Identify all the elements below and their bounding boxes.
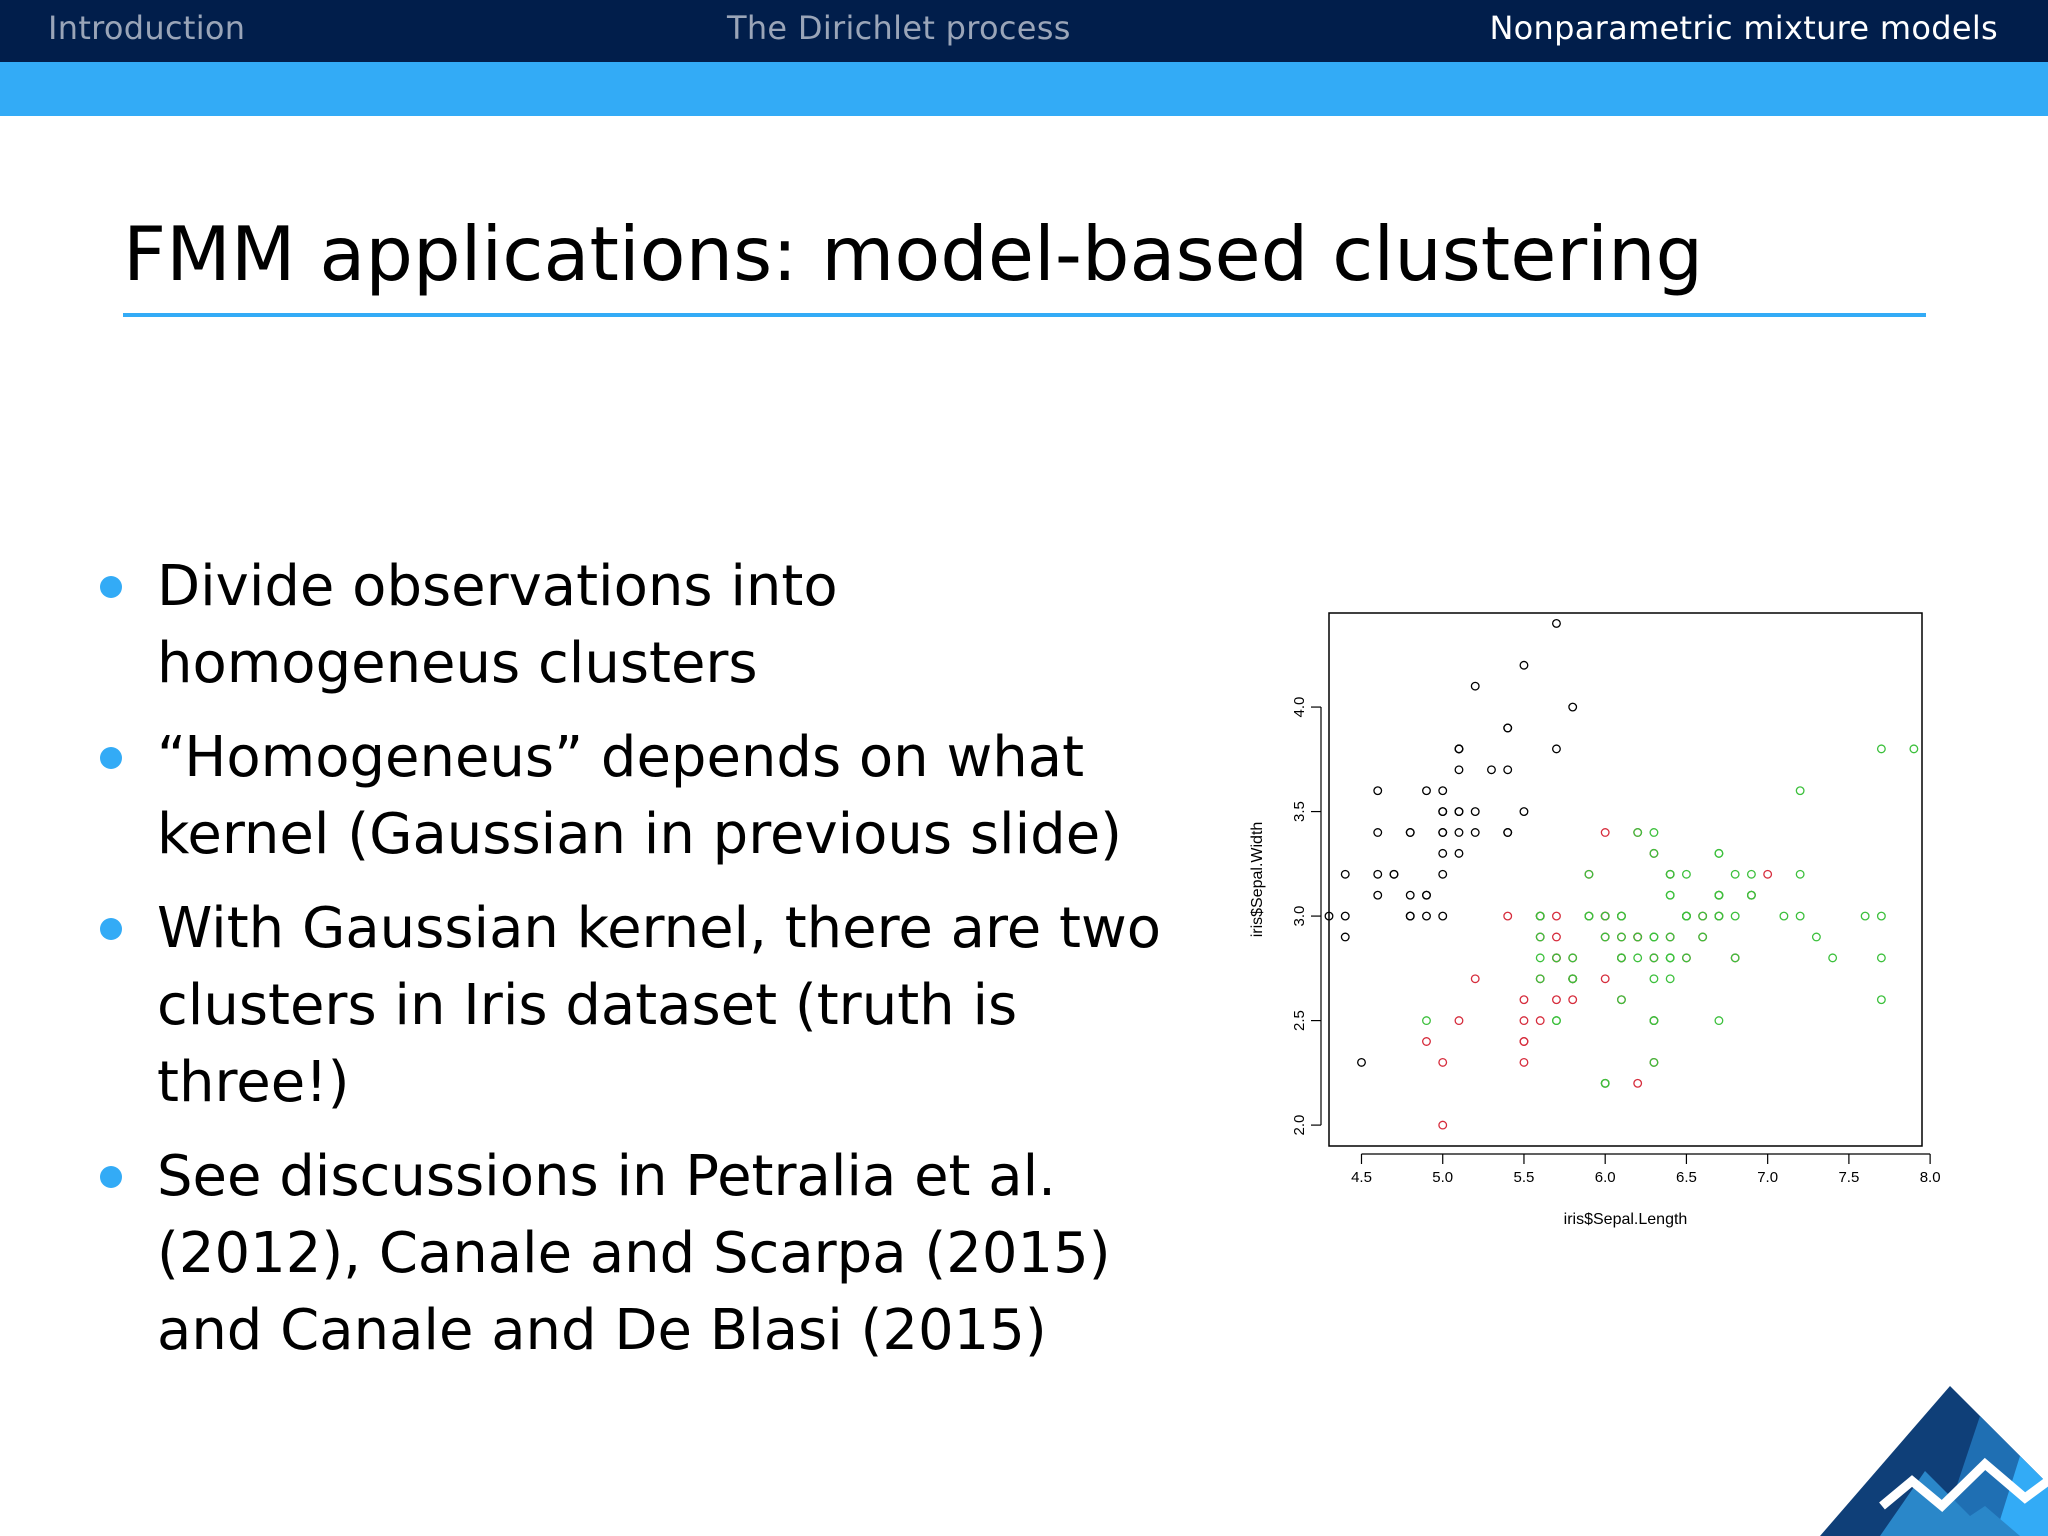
scatter-point	[1439, 850, 1447, 858]
y-axis	[1291, 697, 1321, 1136]
scatter-point	[1520, 661, 1528, 669]
y-tick-label: 3.0	[1291, 905, 1308, 927]
scatter-point	[1553, 912, 1561, 920]
iris-scatter-plot	[1240, 590, 1941, 1240]
bullet-dot-icon	[100, 747, 122, 769]
scatter-point	[1439, 912, 1447, 920]
scatter-point	[1504, 912, 1512, 920]
scatter-point	[1601, 829, 1609, 837]
scatter-point	[1715, 912, 1723, 920]
x-tick-label: 7.5	[1838, 1169, 1860, 1186]
scatter-point	[1666, 891, 1674, 899]
scatter-point	[1553, 745, 1561, 753]
scatter-point	[1439, 829, 1447, 837]
scatter-point	[1748, 891, 1756, 899]
scatter-point	[1374, 787, 1382, 795]
scatter-point	[1878, 912, 1886, 920]
scatter-point	[1666, 954, 1674, 962]
scatter-point	[1455, 829, 1463, 837]
scatter-point	[1699, 912, 1707, 920]
scatter-point	[1423, 1038, 1431, 1046]
scatter-point	[1829, 954, 1837, 962]
scatter-point	[1683, 870, 1691, 878]
scatter-point	[1406, 829, 1414, 837]
y-tick-label: 4.0	[1291, 696, 1308, 718]
scatter-point	[1553, 954, 1561, 962]
data-points	[1325, 620, 1917, 1129]
scatter-point	[1455, 745, 1463, 753]
scatter-point	[1520, 1017, 1528, 1025]
scatter-point	[1536, 975, 1544, 983]
scatter-point	[1569, 996, 1577, 1004]
scatter-point	[1813, 933, 1821, 941]
scatter-point	[1650, 1017, 1658, 1025]
scatter-point	[1471, 975, 1479, 983]
scatter-point	[1569, 703, 1577, 711]
scatter-point	[1358, 1059, 1366, 1067]
scatter-point	[1910, 745, 1918, 753]
scatter-point	[1618, 954, 1626, 962]
scatter-point	[1650, 1059, 1658, 1067]
scatter-point	[1374, 829, 1382, 837]
scatter-point	[1878, 954, 1886, 962]
scatter-point	[1731, 912, 1739, 920]
scatter-point	[1569, 954, 1577, 962]
scatter-point	[1471, 682, 1479, 690]
scatter-point	[1666, 870, 1674, 878]
scatter-point	[1634, 829, 1642, 837]
scatter-point	[1731, 954, 1739, 962]
scatter-point	[1553, 996, 1561, 1004]
slide-title: FMM applications: model-based clustering	[123, 210, 1704, 298]
scatter-point	[1520, 1038, 1528, 1046]
scatter-point	[1666, 933, 1674, 941]
scatter-point	[1666, 975, 1674, 983]
x-tick-label: 6.5	[1675, 1169, 1697, 1186]
scatter-point	[1439, 1121, 1447, 1129]
scatter-point	[1715, 891, 1723, 899]
top-navigation-bar	[0, 0, 2048, 62]
scatter-point	[1439, 1059, 1447, 1067]
scatter-point	[1585, 870, 1593, 878]
scatter-point	[1553, 1017, 1561, 1025]
scatter-point	[1520, 1059, 1528, 1067]
scatter-point	[1423, 912, 1431, 920]
scatter-point	[1618, 933, 1626, 941]
scatter-point	[1699, 933, 1707, 941]
scatter-point	[1731, 870, 1739, 878]
scatter-point	[1748, 870, 1756, 878]
mountain-logo-icon	[1820, 1386, 2048, 1536]
bullet-item	[95, 719, 1175, 873]
scatter-point	[1374, 870, 1382, 878]
scatter-point	[1569, 975, 1577, 983]
scatter-point	[1471, 829, 1479, 837]
scatter-point	[1536, 1017, 1544, 1025]
scatter-point	[1618, 996, 1626, 1004]
bullet-text: See discussions in Petralia et al. (2012), Canale and Scarpa (2015) and Canale and De Blasi (2015)	[157, 1144, 1111, 1363]
scatter-point	[1455, 808, 1463, 816]
scatter-point	[1406, 891, 1414, 899]
x-tick-label: 5.0	[1432, 1169, 1454, 1186]
scatter-point	[1504, 724, 1512, 732]
scatter-point	[1423, 891, 1431, 899]
x-axis-label: iris$Sepal.Length	[1563, 1211, 1688, 1228]
scatter-point	[1601, 1079, 1609, 1087]
scatter-point	[1796, 787, 1804, 795]
scatter-point	[1341, 912, 1349, 920]
scatter-point	[1439, 787, 1447, 795]
y-tick-label: 2.0	[1291, 1114, 1308, 1136]
scatter-point	[1601, 912, 1609, 920]
scatter-point	[1796, 912, 1804, 920]
scatter-point	[1374, 891, 1382, 899]
bullet-dot-icon	[100, 576, 122, 598]
scatter-point	[1536, 933, 1544, 941]
scatter-point	[1341, 933, 1349, 941]
scatter-point	[1455, 1017, 1463, 1025]
scatter-point	[1601, 933, 1609, 941]
nav-section-introduction[interactable]: Introduction	[48, 9, 246, 47]
scatter-point	[1650, 975, 1658, 983]
x-tick-label: 4.5	[1351, 1169, 1372, 1186]
scatter-point	[1715, 850, 1723, 858]
bullet-text: With Gaussian kernel, there are two clusters in Iris dataset (truth is three!)	[157, 896, 1162, 1115]
scatter-point	[1504, 766, 1512, 774]
nav-section-nonparametric-mixture-models[interactable]: Nonparametric mixture models	[1489, 9, 1998, 47]
header-accent-band	[0, 62, 2048, 116]
bullet-item	[95, 890, 1175, 1121]
scatter-point	[1585, 912, 1593, 920]
x-tick-label: 5.5	[1513, 1169, 1535, 1186]
scatter-point	[1520, 808, 1528, 816]
scatter-point	[1553, 933, 1561, 941]
scatter-point	[1764, 870, 1772, 878]
bullet-text: Divide observations into homogeneus clusters	[157, 554, 838, 696]
scatter-point	[1618, 912, 1626, 920]
scatter-point	[1796, 870, 1804, 878]
scatter-point	[1650, 933, 1658, 941]
y-axis-label: iris$Sepal.Width	[1249, 821, 1266, 938]
nav-section-dirichlet-process[interactable]: The Dirichlet process	[727, 9, 1071, 47]
scatter-point	[1634, 1079, 1642, 1087]
title-underline	[123, 313, 1926, 317]
scatter-point	[1878, 745, 1886, 753]
bullet-dot-icon	[100, 1166, 122, 1188]
scatter-point	[1861, 912, 1869, 920]
scatter-point	[1780, 912, 1788, 920]
scatter-point	[1439, 870, 1447, 878]
scatter-point	[1650, 954, 1658, 962]
scatter-point	[1715, 1017, 1723, 1025]
bullet-list	[95, 548, 1175, 1386]
scatter-point	[1455, 766, 1463, 774]
x-tick-label: 6.0	[1594, 1169, 1616, 1186]
scatter-point	[1878, 996, 1886, 1004]
bullet-item	[95, 548, 1175, 702]
scatter-point	[1455, 850, 1463, 858]
scatter-point	[1650, 850, 1658, 858]
scatter-point	[1536, 954, 1544, 962]
x-axis	[1351, 1154, 1940, 1186]
scatter-point	[1520, 996, 1528, 1004]
scatter-point	[1341, 870, 1349, 878]
scatter-point	[1683, 954, 1691, 962]
scatter-point	[1553, 620, 1561, 628]
scatter-point	[1423, 787, 1431, 795]
scatter-point	[1634, 954, 1642, 962]
scatter-point	[1488, 766, 1496, 774]
bullet-dot-icon	[100, 918, 122, 940]
scatter-point	[1406, 912, 1414, 920]
x-tick-label: 7.0	[1757, 1169, 1779, 1186]
plot-frame	[1329, 613, 1922, 1146]
y-tick-label: 3.5	[1291, 801, 1308, 822]
bullet-item	[95, 1138, 1175, 1369]
scatter-point	[1634, 933, 1642, 941]
scatter-point	[1390, 870, 1398, 878]
scatter-point	[1683, 912, 1691, 920]
scatter-point	[1504, 829, 1512, 837]
scatter-point	[1650, 829, 1658, 837]
scatter-point	[1601, 975, 1609, 983]
scatter-point	[1471, 808, 1479, 816]
scatter-point	[1439, 808, 1447, 816]
scatter-point	[1423, 1017, 1431, 1025]
y-tick-label: 2.5	[1291, 1010, 1308, 1032]
bullet-text: “Homogeneus” depends on what kernel (Gaussian in previous slide)	[157, 725, 1123, 867]
scatter-point	[1536, 912, 1544, 920]
x-tick-label: 8.0	[1919, 1169, 1941, 1186]
